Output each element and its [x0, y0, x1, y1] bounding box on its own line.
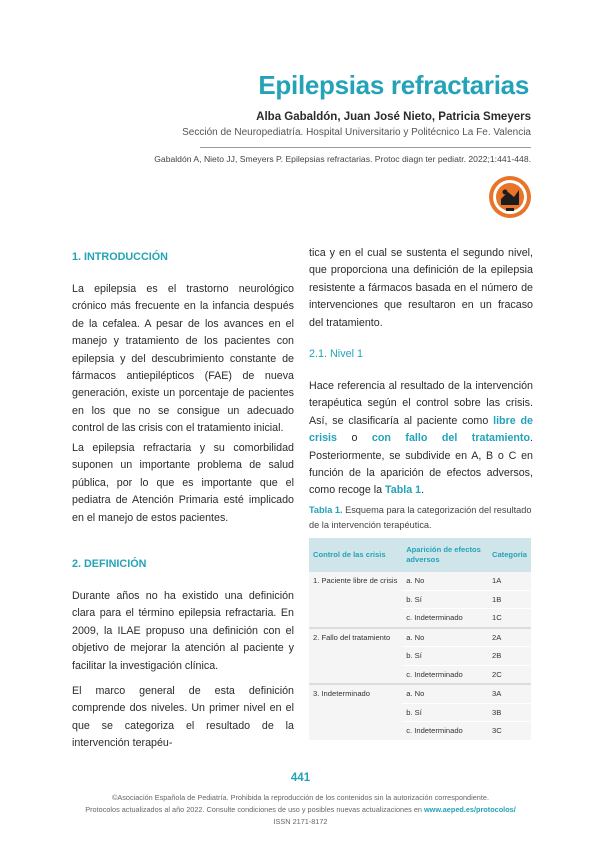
- section-heading-definicion: 2. DEFINICIÓN: [72, 558, 147, 570]
- effect-value: Sí: [414, 594, 422, 604]
- table-cell-category: 3B: [488, 703, 531, 722]
- table-caption-label: Tabla 1.: [309, 505, 343, 515]
- footer-copyright: ©Asociación Española de Pediatría. Prohibida la reproducción de los contenidos sin la autorización correspondiente.: [112, 793, 489, 802]
- categorization-table: [309, 538, 531, 741]
- table-cell-effect: [402, 684, 488, 703]
- effect-letter: c.: [406, 613, 413, 623]
- nivel1-text-d: .: [421, 484, 425, 497]
- table-row: [309, 684, 531, 703]
- link-fallo-del-tratamiento[interactable]: con fallo del tratamiento: [371, 432, 531, 445]
- citation: Gabaldón A, Nieto JJ, Smeyers P. Epilepsias refractarias. Protoc diagn ter pediatr. 2022;1:441-448.: [154, 154, 531, 164]
- nivel1-text-a: Hace referencia al resultado de la intervención terapéutica según el control sobre las crisis. Así, se clasificaría al paciente como: [309, 380, 533, 427]
- effect-letter: b.: [406, 707, 413, 717]
- table-header-categoria: Categoría: [488, 538, 531, 572]
- header-divider: [200, 147, 531, 148]
- authors: Alba Gabaldón, Juan José Nieto, Patricia Smeyers: [256, 111, 531, 123]
- table-cell-category: 3A: [488, 684, 531, 703]
- table-header-row: [309, 538, 531, 572]
- table-cell-effect: [402, 628, 488, 647]
- effect-letter: b.: [406, 651, 413, 661]
- affiliation: Sección de Neuropediatría. Hospital Universitario y Politécnico La Fe. Valencia: [182, 127, 531, 138]
- table-cell-effect: [402, 572, 488, 590]
- effect-letter: a.: [406, 576, 413, 586]
- footer-protocol-text: Protocolos actualizados al año 2022. Consulte condiciones de uso y posibles nuevas actualizaciones en: [85, 805, 424, 814]
- effect-letter: a.: [406, 689, 413, 699]
- table-cell-effect: [402, 609, 488, 628]
- footer-issn: ISSN 2171-8172: [273, 817, 328, 826]
- table-cell-category: 2A: [488, 628, 531, 647]
- link-tabla-1[interactable]: Tabla 1: [385, 484, 422, 497]
- table-cell-control: 2. Fallo del tratamiento: [309, 628, 402, 685]
- intro-paragraph-1: La epilepsia es el trastorno neurológico crónico más frecuente en la infancia después de la cefalea. A pesar de los avances en el manejo y tratamiento de los pacientes con epilepsia y del descubrimiento constante de fármacos antiepilépticos (FAE) de nueva generación, existe un porcentaje de pacientes en los que no se consigue un adecuado control de las crisis con el tratamiento inicial.: [72, 283, 294, 435]
- effect-value: Indeterminado: [414, 613, 463, 623]
- table-cell-effect: [402, 647, 488, 666]
- article-title: Epilepsias refractarias: [258, 70, 529, 100]
- protocol-badge-icon: [488, 175, 532, 219]
- definicion-paragraph-1: Durante años no ha existido una definición clara para el término epilepsia refractaria. En 2009, la ILAE propuso una definición con el objetivo de mejorar la atención al paciente y facilitar la investigación clínica.: [72, 590, 294, 672]
- section-heading-introduccion: 1. INTRODUCCIÓN: [72, 251, 168, 263]
- effect-letter: c.: [406, 726, 413, 736]
- page-number: 441: [290, 772, 311, 784]
- table-caption-text: Esquema para la categorización del resultado de la intervención terapéutica.: [309, 505, 532, 530]
- effect-value: No: [414, 689, 425, 699]
- table-caption: [309, 503, 533, 533]
- definicion-paragraph-2: El marco general de esta definición comprende dos niveles. Un primer nivel en el que se categoriza el resultado de la intervención terapéu-: [72, 685, 294, 750]
- intro-paragraph-2: La epilepsia refractaria y su comorbilidad suponen un importante problema de salud pública, por lo que es importante que el pediatra de Atención Primaria esté implicado en el manejo de estos pacientes.: [72, 442, 294, 524]
- table-cell-category: 2C: [488, 665, 531, 684]
- effect-value: No: [414, 632, 425, 642]
- nivel1-text-c: . Posteriormente, se subdivide en A, B o C en función de la aparición de efectos adversos, como recoge la: [309, 432, 533, 497]
- table-header-efectos: Aparición de efectos adversos: [402, 538, 488, 572]
- nivel1-paragraph: [309, 378, 533, 500]
- effect-value: Sí: [414, 707, 422, 717]
- table-cell-effect: [402, 703, 488, 722]
- table-cell-control: 1. Paciente libre de crisis: [309, 572, 402, 628]
- nivel1-text-b: o: [336, 432, 372, 445]
- definicion-paragraph-2-continued: tica y en el cual se sustenta el segundo nivel, que proporciona una definición de la epilepsia resistente a fármacos basada en el número de intervenciones que resultaron en un fracaso del tratamiento.: [309, 247, 533, 329]
- effect-value: Sí: [414, 651, 422, 661]
- table-cell-category: 2B: [488, 647, 531, 666]
- table-cell-effect: [402, 665, 488, 684]
- effect-letter: a.: [406, 632, 413, 642]
- effect-value: Indeterminado: [414, 726, 463, 736]
- table-cell-category: 1B: [488, 590, 531, 609]
- table-cell-effect: [402, 722, 488, 741]
- table-row: [309, 628, 531, 647]
- table-cell-category: 1A: [488, 572, 531, 590]
- table-cell-category: 1C: [488, 609, 531, 628]
- table-header-control: Control de las crisis: [309, 538, 402, 572]
- section-heading-nivel-1: 2.1. Nivel 1: [309, 348, 364, 360]
- table-row: [309, 572, 531, 590]
- effect-letter: c.: [406, 669, 413, 679]
- footer-protocol-note: [0, 805, 601, 814]
- table-cell-effect: [402, 590, 488, 609]
- effect-value: No: [414, 576, 425, 586]
- effect-value: Indeterminado: [414, 669, 463, 679]
- effect-letter: b.: [406, 594, 413, 604]
- table-cell-category: 3C: [488, 722, 531, 741]
- link-libre-de-crisis[interactable]: libre de crisis: [309, 414, 533, 445]
- table-cell-control: 3. Indeterminado: [309, 684, 402, 740]
- footer-protocol-link[interactable]: www.aeped.es/protocolos/: [423, 805, 516, 814]
